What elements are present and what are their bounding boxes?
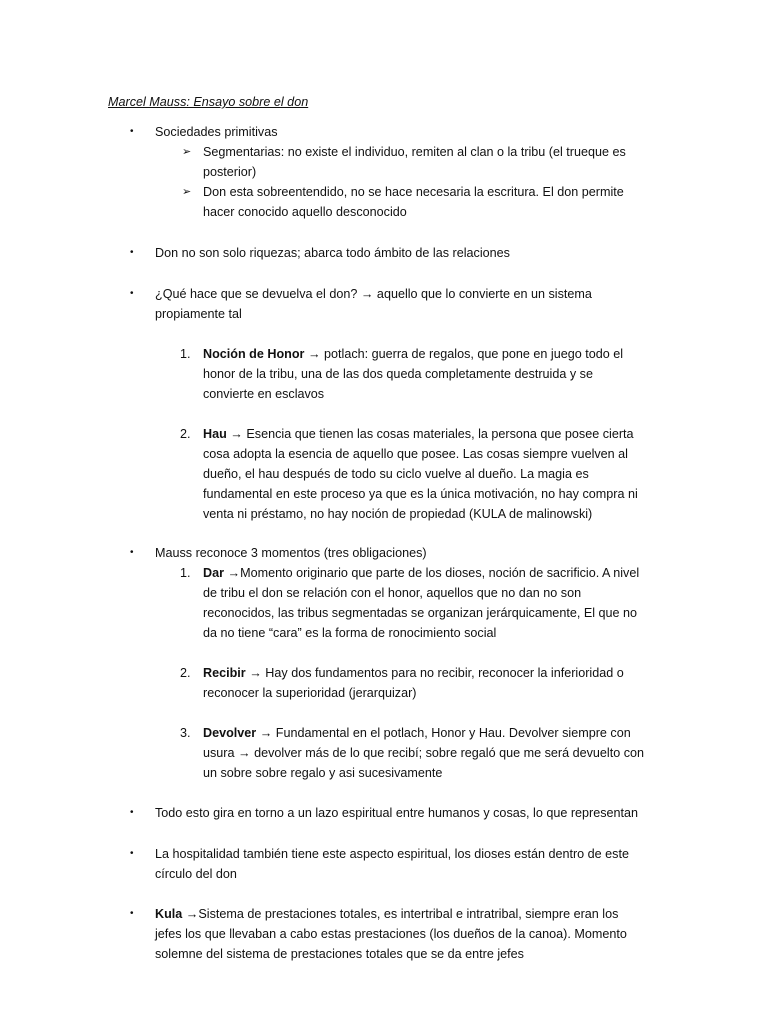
list-item-line: usura → devolver más de lo que recibí; sobre regaló que me será devuelto con: [203, 746, 645, 760]
list-item-text: → Esencia que tienen las cosas materiales, la persona que posee cierta: [226, 427, 634, 441]
list-item-line: [203, 563, 639, 583]
list-item-line: fundamental en este proceso ya que es la única motivación, no hay compra ni: [203, 487, 638, 501]
section-hospitalidad-line: círculo del don: [155, 867, 237, 881]
sub-item-line: Segmentarias: no existe el individuo, remiten al clan o la tribu (el trueque es: [203, 145, 626, 159]
arrow-bullet-icon: ➢: [182, 146, 192, 158]
list-item-term: Hau: [203, 427, 227, 441]
list-item-line: de tribu el don se relación con el honor, aquellos que no dan no son: [203, 586, 582, 600]
list-item-line: dueño, el hau después de todo su ciclo vuelve al dueño. La magia es: [203, 467, 589, 481]
list-item-line: convierte en esclavos: [203, 387, 325, 401]
list-item-line: da no tiene “cara” es la forma de ronocimiento social: [203, 626, 497, 640]
bullet-icon: •: [130, 288, 134, 299]
list-item-line: venta ni préstamo, no hay noción de propiedad (KULA de malinowski): [203, 507, 593, 521]
list-item-term: Noción de Honor: [203, 347, 305, 361]
list-item-line: [203, 723, 631, 743]
section-que-hace-line: propiamente tal: [155, 307, 242, 321]
section-kula-line: jefes los que llevaban a cabo estas prestaciones (los dueños de la canoa). Momento: [155, 927, 627, 941]
list-item-text: → potlach: guerra de regalos, que pone en juego todo el: [304, 347, 624, 361]
section-kula-text: →Sistema de prestaciones totales, es intertribal e intratribal, siempre eran los: [182, 907, 619, 921]
bullet-icon: •: [130, 126, 134, 137]
section-kula-term: Kula: [155, 907, 183, 921]
list-item-text: → Hay dos fundamentos para no recibir, reconocer la inferioridad o: [245, 666, 624, 680]
list-item-line: un sobre sobre regalo y asi sucesivamente: [203, 766, 443, 780]
list-item-line: [203, 663, 624, 683]
section-kula-line: solemne del sistema de prestaciones totales que se da entre jefes: [155, 947, 524, 961]
sub-item-line: hacer conocido aquello desconocido: [203, 205, 407, 219]
list-item-term: Devolver: [203, 726, 257, 740]
list-number: 1.: [180, 347, 191, 361]
bullet-icon: •: [130, 247, 134, 258]
bullet-icon: •: [130, 807, 134, 818]
bullet-icon: •: [130, 848, 134, 859]
section-kula-line: [155, 904, 618, 924]
list-item-term: Recibir: [203, 666, 246, 680]
sub-item-line: posterior): [203, 165, 257, 179]
list-item-line: reconocidos, las tribus segmentadas se organizan jerárquicamente, El que no: [203, 606, 638, 620]
list-item-line: [203, 344, 623, 364]
list-number: 3.: [180, 726, 191, 740]
bullet-icon: •: [130, 547, 134, 558]
list-item-line: reconocer la superioridad (jerarquizar): [203, 686, 417, 700]
list-item-text: → Fundamental en el potlach, Honor y Hau. Devolver siempre con: [256, 726, 631, 740]
list-item-line: honor de la tribu, una de las dos queda completamente destruida y se: [203, 367, 593, 381]
list-number: 1.: [180, 566, 191, 580]
list-item-term: Dar: [203, 566, 224, 580]
document-title: Marcel Mauss: Ensayo sobre el don: [108, 95, 309, 109]
arrow-bullet-icon: ➢: [182, 186, 192, 198]
section-que-hace-line: ¿Qué hace que se devuelva el don? → aquello que lo convierte en un sistema: [155, 287, 592, 301]
section-hospitalidad-line: La hospitalidad también tiene este aspecto espiritual, los dioses están dentro de este: [155, 847, 629, 861]
list-item-line: [203, 424, 634, 444]
section-mauss-reconoce: Mauss reconoce 3 momentos (tres obligaciones): [155, 546, 427, 560]
bullet-icon: •: [130, 908, 134, 919]
section-sociedades-primitivas: Sociedades primitivas: [155, 125, 278, 139]
section-lazo-espiritual: Todo esto gira en torno a un lazo espiritual entre humanos y cosas, lo que representan: [155, 806, 639, 820]
section-don-riquezas: Don no son solo riquezas; abarca todo ámbito de las relaciones: [155, 246, 510, 260]
list-item-text: →Momento originario que parte de los dioses, noción de sacrificio. A nivel: [224, 566, 640, 580]
list-item-line: cosa adopta la esencia de aquello que posee. Las cosas siempre vuelven al: [203, 447, 628, 461]
sub-item-line: Don esta sobreentendido, no se hace necesaria la escritura. El don permite: [203, 185, 624, 199]
list-number: 2.: [180, 666, 191, 680]
list-number: 2.: [180, 427, 191, 441]
